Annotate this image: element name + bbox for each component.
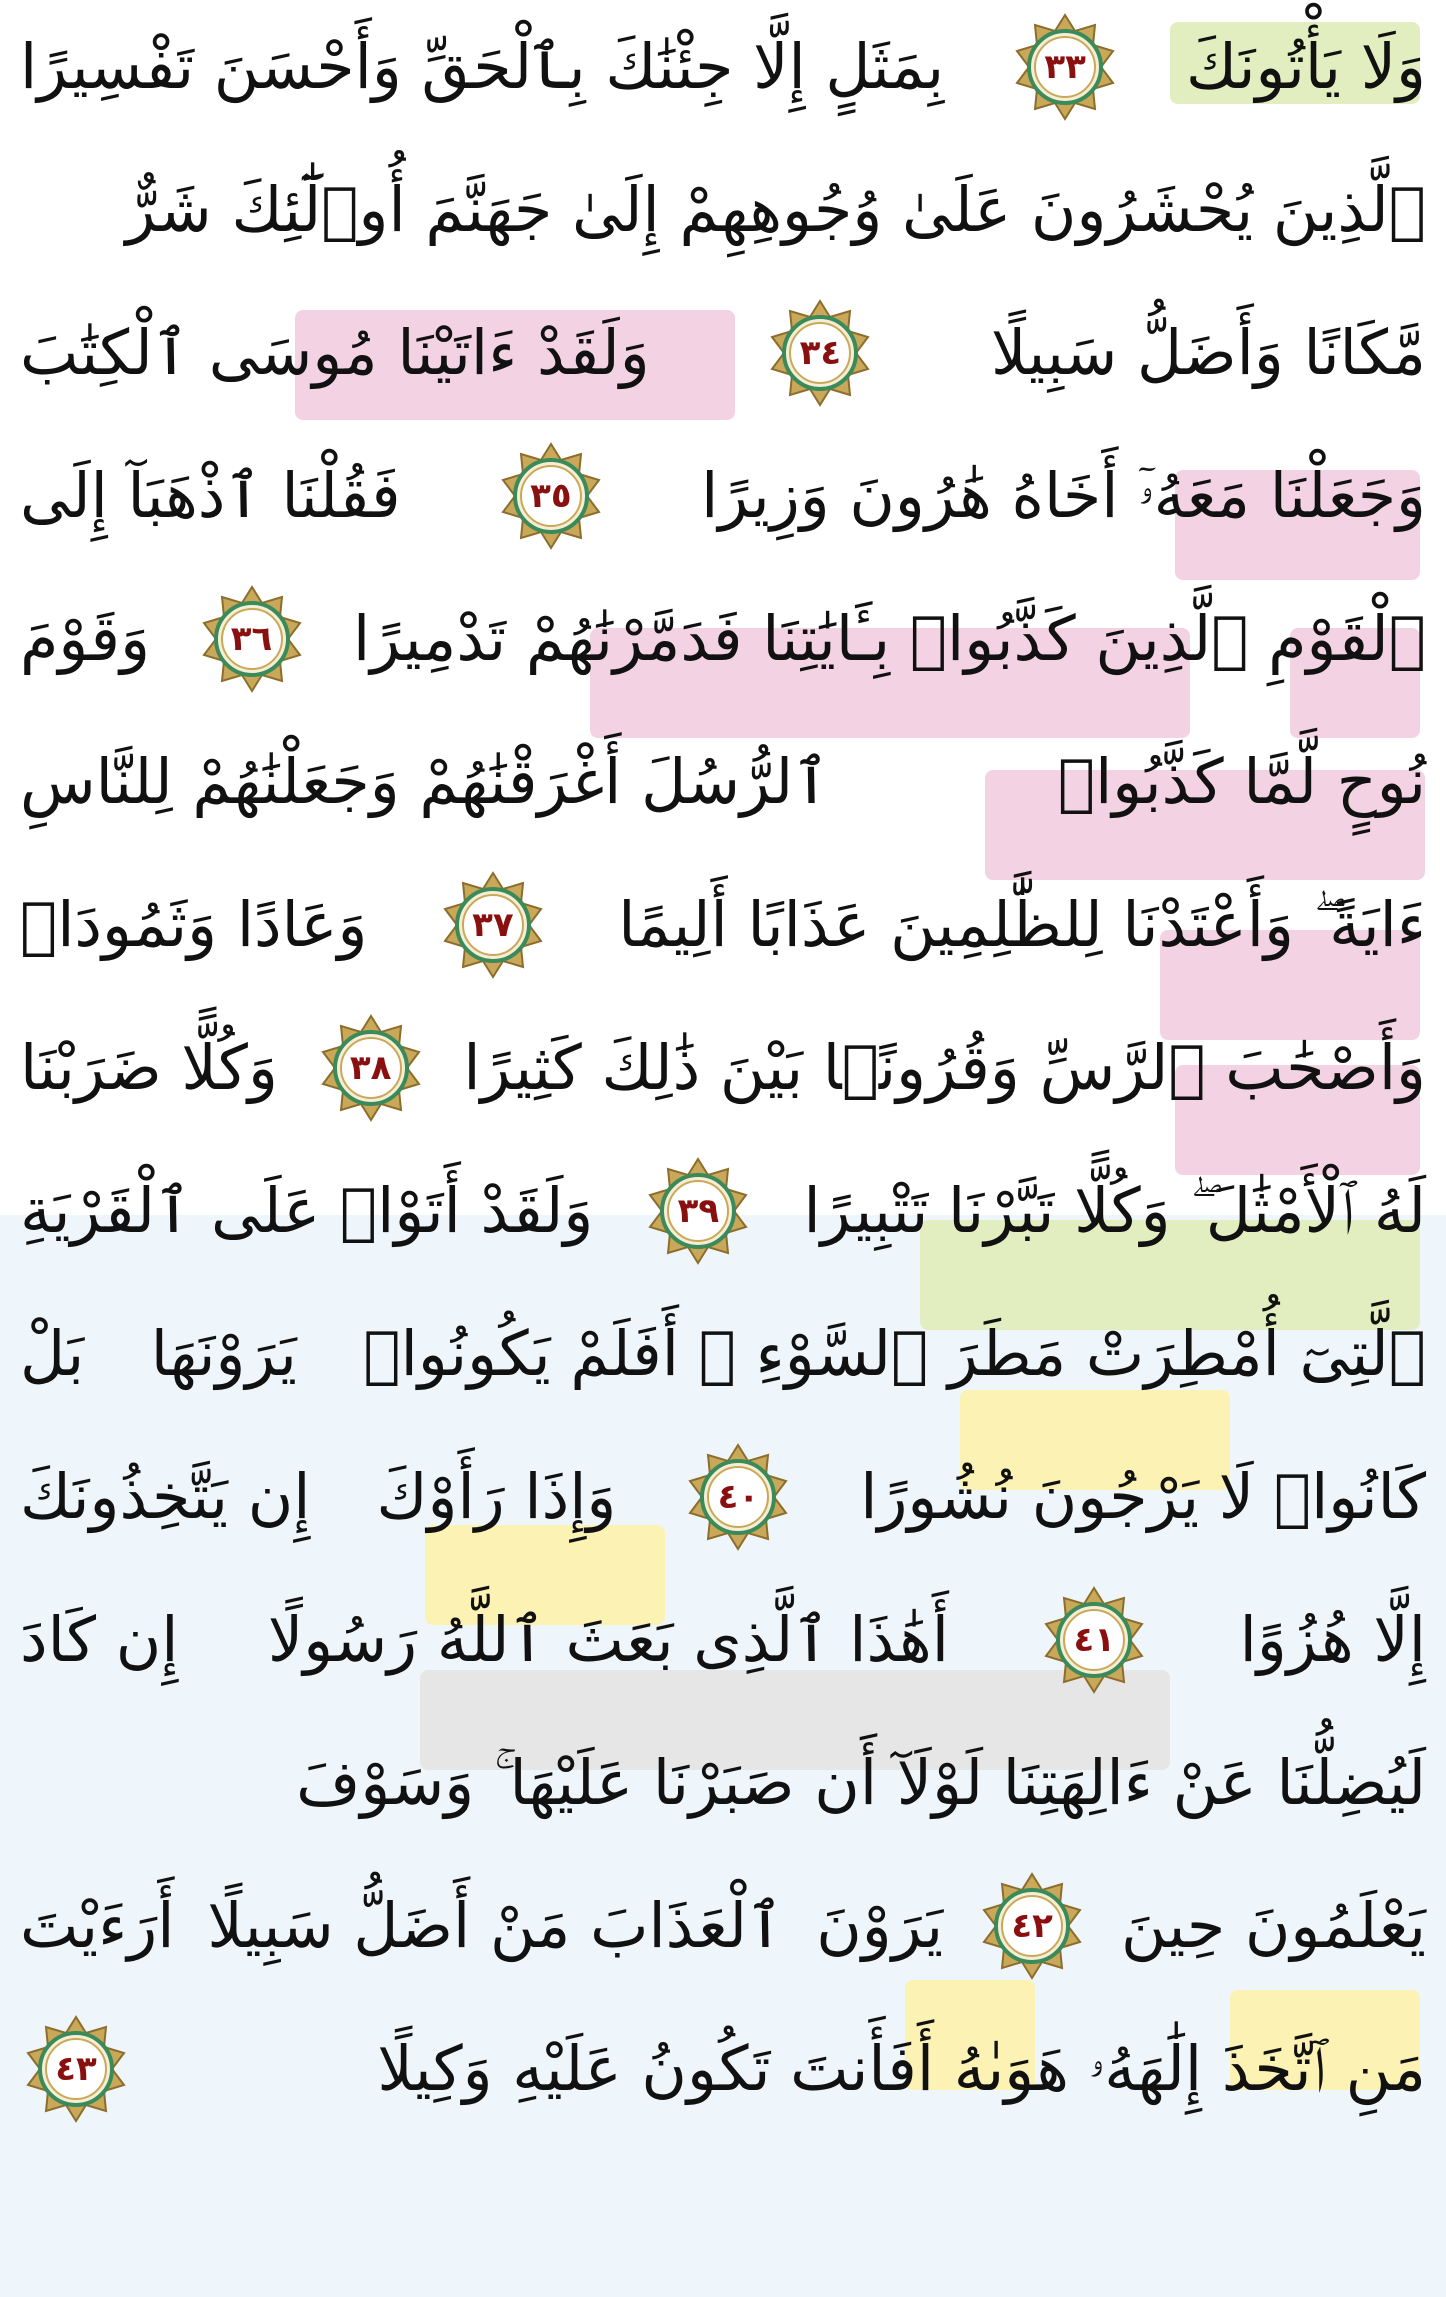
ayah-end-marker-icon	[642, 1155, 754, 1267]
verse-segment: بَلْ	[20, 1317, 85, 1390]
ayah-number: ٣٧	[472, 905, 514, 945]
ayah-number: ٤٠	[717, 1477, 760, 1517]
ayah-number: ٣٩	[677, 1191, 720, 1231]
text-line	[20, 584, 1426, 694]
verse-segment: وَقَوْمَ	[20, 602, 151, 675]
verse-segment: أَهَٰذَا ٱلَّذِى بَعَثَ ٱللَّهُ رَسُولًا	[267, 1603, 949, 1676]
text-line	[20, 1585, 1426, 1695]
text-line	[20, 1871, 1426, 1981]
verse-segment: وَلَقَدْ ءَاتَيْنَا مُوسَى ٱلْكِتَٰبَ	[20, 316, 650, 389]
verse-segment: ٱلْعَذَابَ مَنْ أَضَلُّ سَبِيلًا	[207, 1889, 784, 1962]
text-line	[20, 155, 1426, 265]
ayah-end-marker-icon	[495, 440, 607, 552]
verse-segment: إِن يَتَّخِذُونَكَ	[20, 1460, 311, 1533]
verse-segment: وَجَعَلْنَا مَعَهُۥٓ أَخَاهُ هَٰرُونَ وَزِيرًا	[701, 459, 1426, 532]
verse-segment: مَّكَانًا وَأَضَلُّ سَبِيلًا	[990, 316, 1426, 389]
verse-segment: لَهُ ٱلْأَمْثَٰلَ ۖ وَكُلًّا تَبَّرْنَا تَتْبِيرًا	[803, 1174, 1426, 1247]
ayah-end-marker-icon	[682, 1441, 794, 1553]
ayah-end-marker-icon	[764, 297, 876, 409]
verse-segment: يَرَوْنَهَا	[150, 1317, 297, 1390]
ayah-end-marker-icon	[20, 2013, 132, 2125]
verse-segment: وَلَقَدْ أَتَوْا۟ عَلَى ٱلْقَرْيَةِ	[20, 1174, 594, 1247]
verse-segment: نُوحٍ لَّمَّا كَذَّبُوا۟	[1057, 745, 1426, 818]
text-line	[20, 2014, 1426, 2124]
ayah-number: ٣٣	[1044, 47, 1086, 87]
text-line	[20, 298, 1426, 408]
ayah-number: ٣٦	[230, 619, 273, 659]
verse-segment: ءَايَةً ۖ وَأَعْتَدْنَا لِلظَّٰلِمِينَ عَذَابًا أَلِيمًا	[618, 888, 1426, 961]
verse-segment: وَعَادًا وَثَمُودَا۟	[20, 888, 368, 961]
text-line	[20, 441, 1426, 551]
verse-segment: وَإِذَا رَأَوْكَ	[376, 1460, 617, 1533]
ayah-number: ٤٣	[55, 2049, 97, 2089]
verse-segment: كَانُوا۟ لَا يَرْجُونَ نُشُورًا	[860, 1460, 1426, 1533]
verse-segment: ٱلَّتِىٓ أُمْطِرَتْ مَطَرَ ٱلسَّوْءِ ۚ أَفَلَمْ يَكُونُوا۟	[363, 1317, 1426, 1390]
verse-segment: أَرَءَيْتَ	[20, 1889, 175, 1962]
text-line	[20, 870, 1426, 980]
verse-segment: فَقُلْنَا ٱذْهَبَآ إِلَى	[20, 459, 401, 532]
ayah-end-marker-icon	[1009, 11, 1121, 123]
verse-segment: مَنِ ٱتَّخَذَ إِلَٰهَهُۥ هَوَىٰهُ أَفَأَنتَ تَكُونُ عَلَيْهِ وَكِيلًا	[377, 2032, 1426, 2105]
ayah-number: ٣٥	[530, 476, 572, 516]
ayah-end-marker-icon	[437, 869, 549, 981]
text-line	[20, 1013, 1426, 1123]
text-line	[20, 727, 1426, 837]
verse-segment: يَعْلَمُونَ حِينَ	[1120, 1889, 1426, 1962]
verse-segment: ٱلْقَوْمِ ٱلَّذِينَ كَذَّبُوا۟ بِـَٔايَٰتِنَا فَدَمَّرْنَٰهُمْ تَدْمِيرًا	[352, 602, 1426, 675]
verse-segment: وَكُلًّا ضَرَبْنَا	[20, 1031, 278, 1104]
verse-segment: إِلَّا هُزُوًا	[1239, 1603, 1426, 1676]
ayah-end-marker-icon	[196, 583, 308, 695]
text-line	[20, 1442, 1426, 1552]
text-line	[20, 12, 1426, 122]
verse-segment: إِن كَادَ	[20, 1603, 179, 1676]
verse-segment: ٱلَّذِينَ يُحْشَرُونَ عَلَىٰ وُجُوهِهِمْ إِلَىٰ جَهَنَّمَ أُو۟لَٰٓئِكَ شَرٌّ	[125, 173, 1426, 246]
verse-segment: وَلَا يَأْتُونَكَ	[1186, 30, 1426, 103]
ayah-end-marker-icon	[976, 1870, 1088, 1982]
verse-segment: ٱلرُّسُلَ أَغْرَقْنَٰهُمْ وَجَعَلْنَٰهُمْ لِلنَّاسِ	[20, 745, 830, 818]
text-line	[20, 1299, 1426, 1409]
ayah-end-marker-icon	[1038, 1584, 1150, 1696]
ayah-number: ٣٨	[349, 1048, 392, 1088]
verse-segment: لَيُضِلُّنَا عَنْ ءَالِهَتِنَا لَوْلَآ أَن صَبَرْنَا عَلَيْهَا ۚ وَسَوْفَ	[296, 1746, 1426, 1819]
verse-segment: وَأَصْحَٰبَ ٱلرَّسِّ وَقُرُونًۢا بَيْنَ ذَٰلِكَ كَثِيرًا	[463, 1031, 1426, 1104]
verse-segment: يَرَوْنَ	[816, 1889, 944, 1962]
ayah-number: ٤٢	[1011, 1906, 1053, 1946]
ayah-number: ٤١	[1073, 1620, 1116, 1660]
ayah-number: ٣٤	[799, 333, 842, 373]
ayah-end-marker-icon	[315, 1012, 427, 1124]
verse-segment: بِمَثَلٍ إِلَّا جِئْنَٰكَ بِٱلْحَقِّ وَأَحْسَنَ تَفْسِيرًا	[20, 30, 945, 103]
text-line	[20, 1728, 1426, 1838]
text-line	[20, 1156, 1426, 1266]
